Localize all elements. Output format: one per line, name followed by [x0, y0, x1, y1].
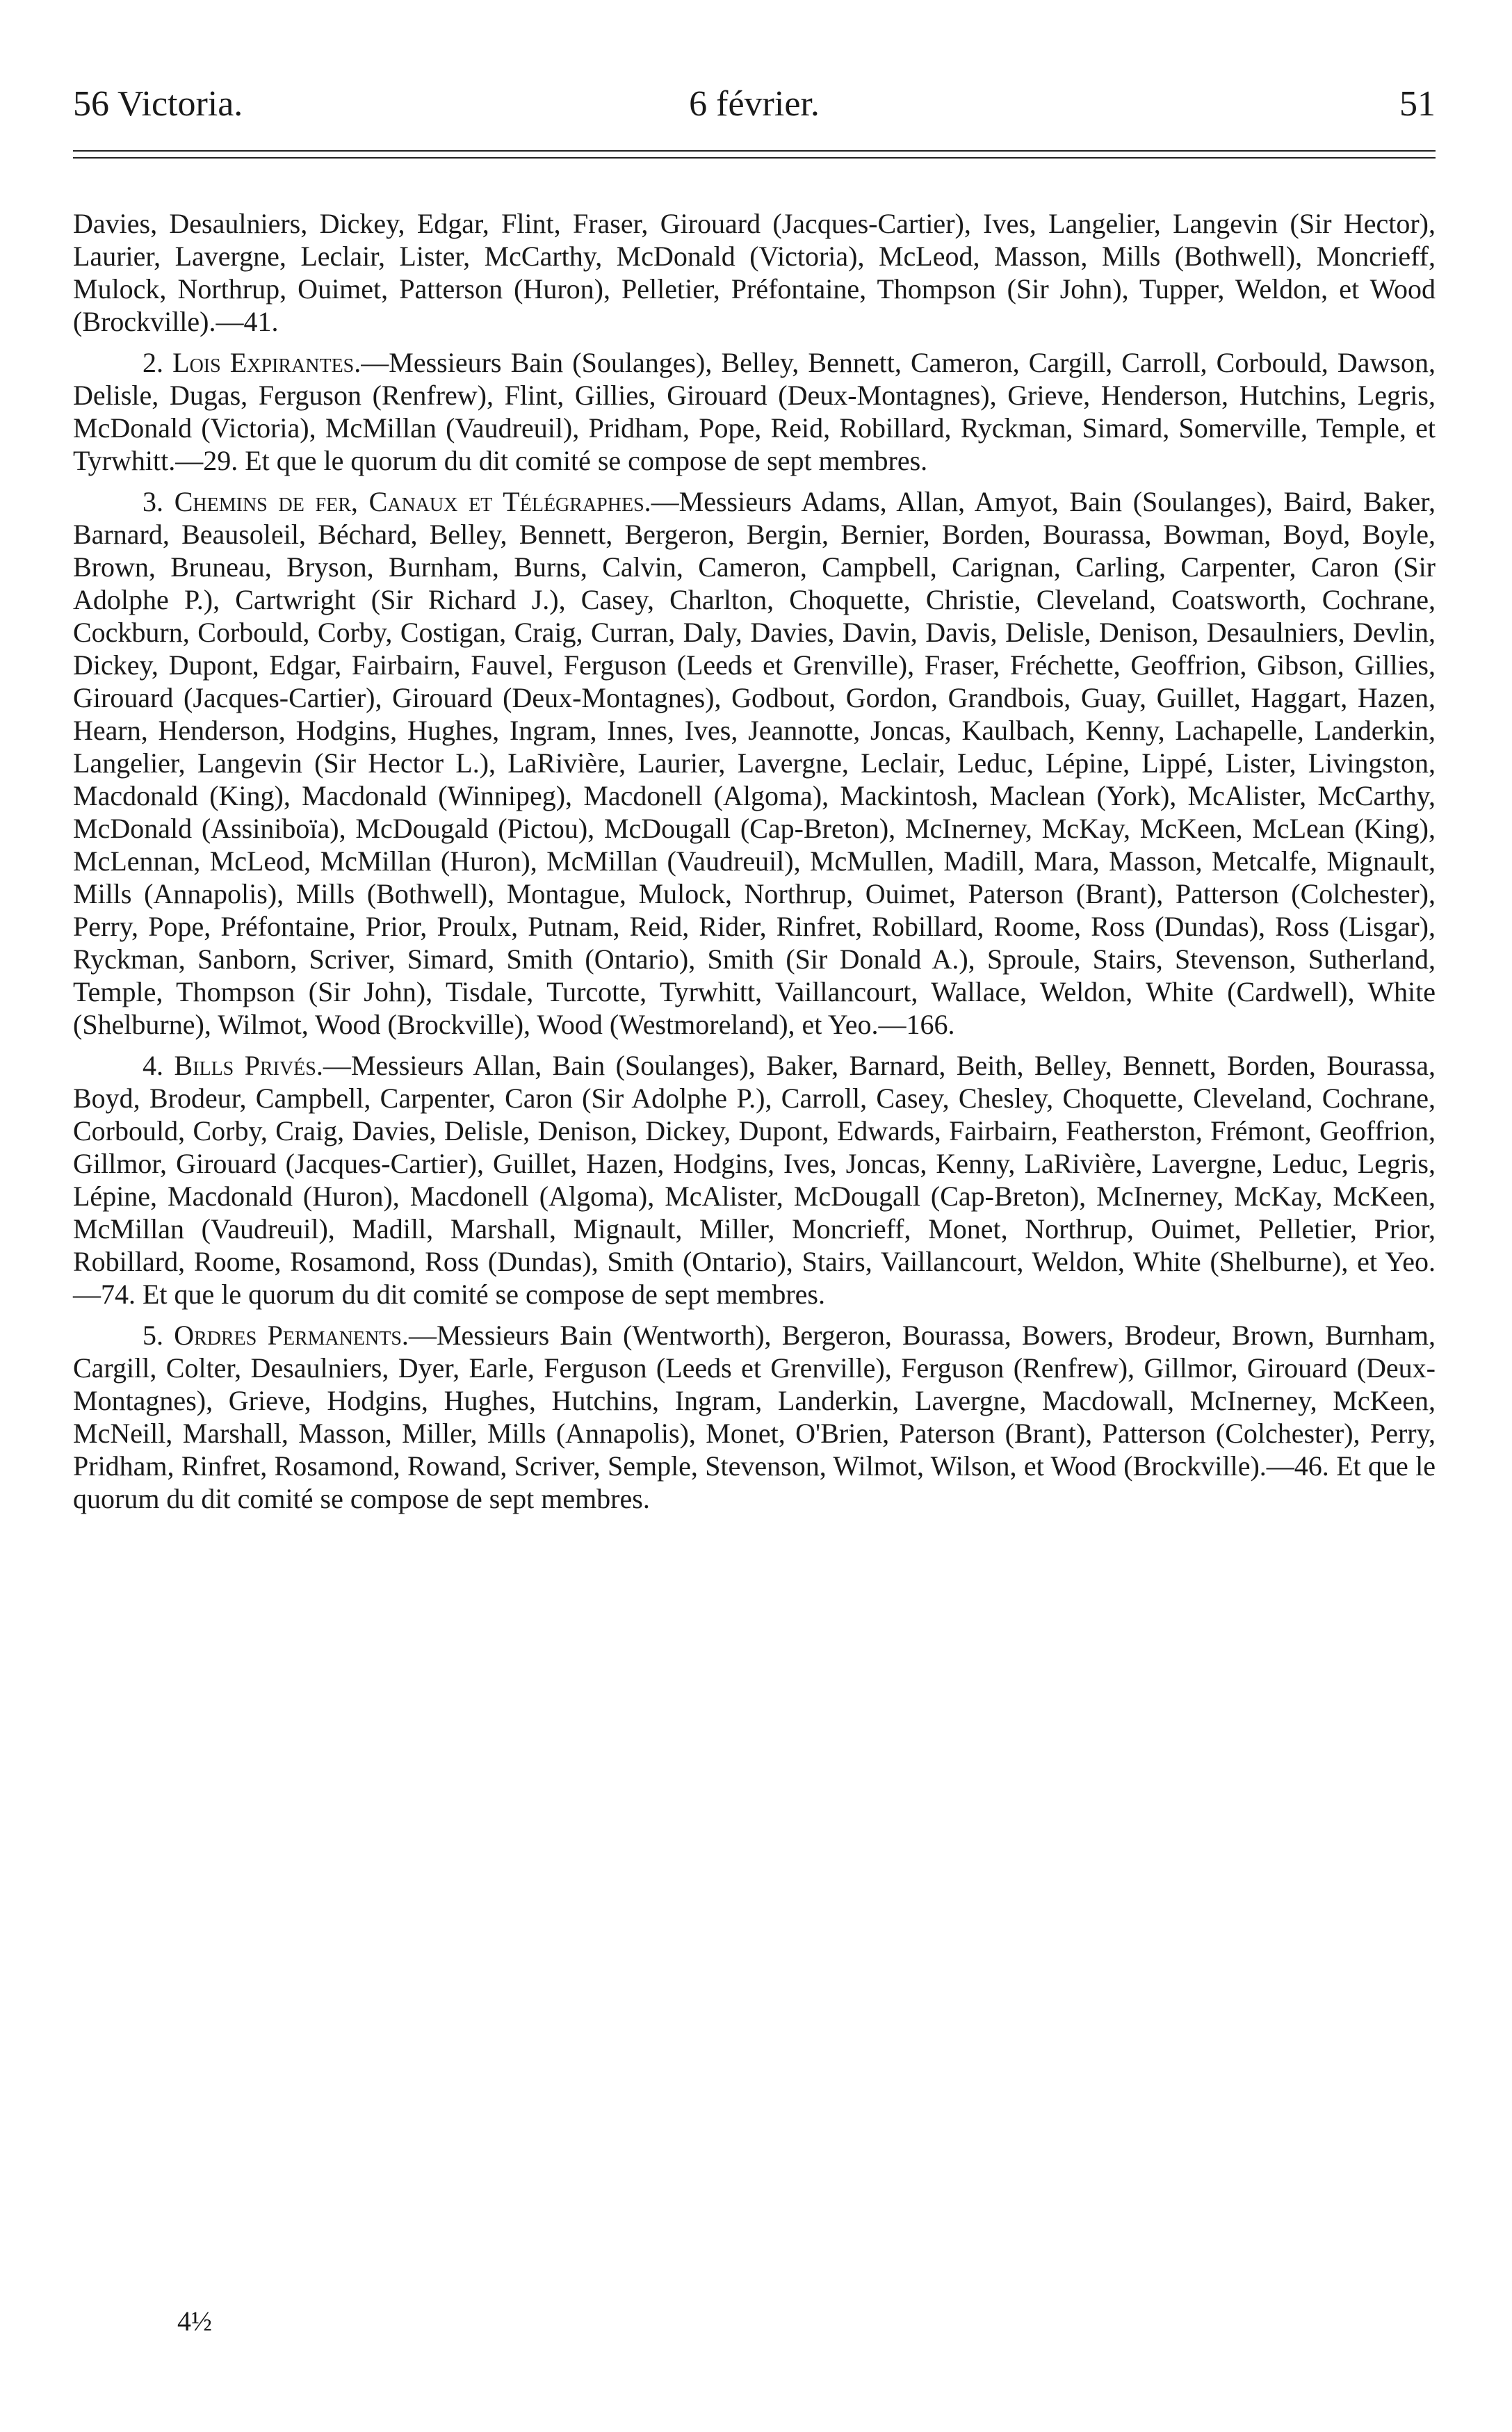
paragraph-lois-expirantes	[73, 346, 1436, 477]
paragraph-continuation	[73, 207, 1436, 338]
paragraph-heading: 3. Chemins de fer, Canaux et Télégraphes.	[143, 486, 651, 517]
paragraph-bills-prives	[73, 1049, 1436, 1311]
header-session: 56 Victoria.	[73, 84, 243, 124]
paragraph-chemins-de-fer	[73, 485, 1436, 1041]
paragraph-text: Davies, Desaulniers, Dickey, Edgar, Flint, Fraser, Girouard (Jacques-Cartier), Ives, Langelier, Langevin (Sir Hector), Laurier, Lavergne, Leclair, Lister, McCarthy, McDonald (Victoria), McLeod, Masson, Mills (Bothwell), Moncrieff, Mulock, Northrup, Ouimet, Patterson (Huron), Pelletier, Préfontaine, Thompson (Sir John), Tupper, Weldon, et Wood (Brockville).—41.	[73, 208, 1436, 337]
paragraph-heading: 5. Ordres Permanents.	[143, 1320, 409, 1351]
document-page	[73, 76, 1436, 1523]
header-rule-bottom	[73, 157, 1436, 159]
paragraph-heading: 4. Bills Privés.	[143, 1050, 323, 1081]
paragraph-ordres-permanents	[73, 1319, 1436, 1515]
page-number: 51	[1399, 84, 1436, 124]
paragraph-text: —Messieurs Bain (Wentworth), Bergeron, Bourassa, Bowers, Brodeur, Brown, Burnham, Cargill, Colter, Desaulniers, Dyer, Earle, Ferguson (Leeds et Grenville), Ferguson (Renfrew), Gillmor, Girouard (Deux-Montagnes), Grieve, Hodgins, Hughes, Hutchins, Ingram, Landerkin, Lavergne, Macdowall, McInerney, McKeen, McNeill, Marshall, Masson, Miller, Mills (Annapolis), Monet, O'Brien, Paterson (Brant), Patterson (Colchester), Perry, Pridham, Rinfret, Rosamond, Rowand, Scriver, Semple, Stevenson, Wilmot, Wilson, et Wood (Brockville).—46. Et que le quorum du dit comité se compose de sept membres.	[73, 1320, 1436, 1514]
paragraph-text: —Messieurs Adams, Allan, Amyot, Bain (Soulanges), Baird, Baker, Barnard, Beausoleil, Béchard, Belley, Bennett, Bergeron, Bergin, Bernier, Borden, Bourassa, Bowman, Boyd, Boyle, Brown, Bruneau, Bryson, Burnham, Burns, Calvin, Cameron, Campbell, Carignan, Carling, Carpenter, Caron (Sir Adolphe P.), Cartwright (Sir Richard J.), Casey, Charlton, Choquette, Christie, Cleveland, Coatsworth, Cochrane, Cockburn, Corbould, Corby, Costigan, Craig, Curran, Daly, Davies, Davin, Davis, Delisle, Denison, Desaulniers, Devlin, Dickey, Dupont, Edgar, Fairbairn, Fauvel, Ferguson (Leeds et Grenville), Fraser, Fréchette, Geoffrion, Gibson, Gillies, Girouard (Jacques-Cartier), Girouard (Deux-Montagnes), Godbout, Gordon, Grandbois, Guay, Guillet, Haggart, Hazen, Hearn, Henderson, Hodgins, Hughes, Ingram, Innes, Ives, Jeannotte, Joncas, Kaulbach, Kenny, Lachapelle, Landerkin, Langelier, Langevin (Sir Hector L.), LaRivière, Laurier, Lavergne, Leclair, Leduc, Lépine, Lippé, Lister, Livingston, Macdonald (King), Macdonald (Winnipeg), Macdonell (Algoma), Mackintosh, Maclean (York), McAlister, McCarthy, McDonald (Assiniboïa), McDougald (Pictou), McDougall (Cap-Breton), McInerney, McKay, McKeen, McLean (King), McLennan, McLeod, McMillan (Huron), McMillan (Vaudreuil), McMullen, Madill, Mara, Masson, Metcalfe, Mignault, Mills (Annapolis), Mills (Bothwell), Montague, Mulock, Northrup, Ouimet, Paterson (Brant), Patterson (Colchester), Perry, Pope, Préfontaine, Prior, Proulx, Putnam, Reid, Rider, Rinfret, Robillard, Roome, Ross (Dundas), Ross (Lisgar), Ryckman, Sanborn, Scriver, Simard, Smith (Ontario), Smith (Sir Donald A.), Sproule, Stairs, Stevenson, Sutherland, Temple, Thompson (Sir John), Tisdale, Turcotte, Tyrwhitt, Vaillancourt, Wallace, Weldon, White (Cardwell), White (Shelburne), Wilmot, Wood (Brockville), Wood (Westmoreland), et Yeo.—166.	[73, 486, 1436, 1040]
header-rule-top	[73, 150, 1436, 152]
running-header	[73, 76, 1436, 132]
signature-mark: 4½	[177, 2305, 212, 2337]
paragraph-text: —Messieurs Allan, Bain (Soulanges), Baker, Barnard, Beith, Belley, Bennett, Borden, Bourassa, Boyd, Brodeur, Campbell, Carpenter, Caron (Sir Adolphe P.), Carroll, Casey, Chesley, Choquette, Cleveland, Cochrane, Corbould, Corby, Craig, Davies, Delisle, Denison, Dickey, Dupont, Edwards, Fairbairn, Featherston, Frémont, Geoffrion, Gillmor, Girouard (Jacques-Cartier), Guillet, Hazen, Hodgins, Ives, Joncas, Kenny, LaRivière, Lavergne, Leduc, Legris, Lépine, Macdonald (Huron), Macdonell (Algoma), McAlister, McDougall (Cap-Breton), McInerney, McKay, McKeen, McMillan (Vaudreuil), Madill, Marshall, Mignault, Miller, Moncrieff, Monet, Northrup, Ouimet, Pelletier, Prior, Robillard, Roome, Rosamond, Ross (Dundas), Smith (Ontario), Stairs, Vaillancourt, Weldon, White (Shelburne), et Yeo.—74. Et que le quorum du dit comité se compose de sept membres.	[73, 1050, 1436, 1310]
body-text	[73, 207, 1436, 1515]
paragraph-text: —Messieurs Bain (Soulanges), Belley, Bennett, Cameron, Cargill, Carroll, Corbould, Dawson, Delisle, Dugas, Ferguson (Renfrew), Flint, Gillies, Girouard (Deux-Montagnes), Grieve, Henderson, Hutchins, Legris, McDonald (Victoria), McMillan (Vaudreuil), Pridham, Pope, Reid, Robillard, Ryckman, Simard, Somerville, Temple, et Tyrwhitt.—29. Et que le quorum du dit comité se compose de sept membres.	[73, 347, 1436, 476]
header-date: 6 février.	[689, 84, 820, 124]
paragraph-heading: 2. Lois Expirantes.	[143, 347, 361, 378]
